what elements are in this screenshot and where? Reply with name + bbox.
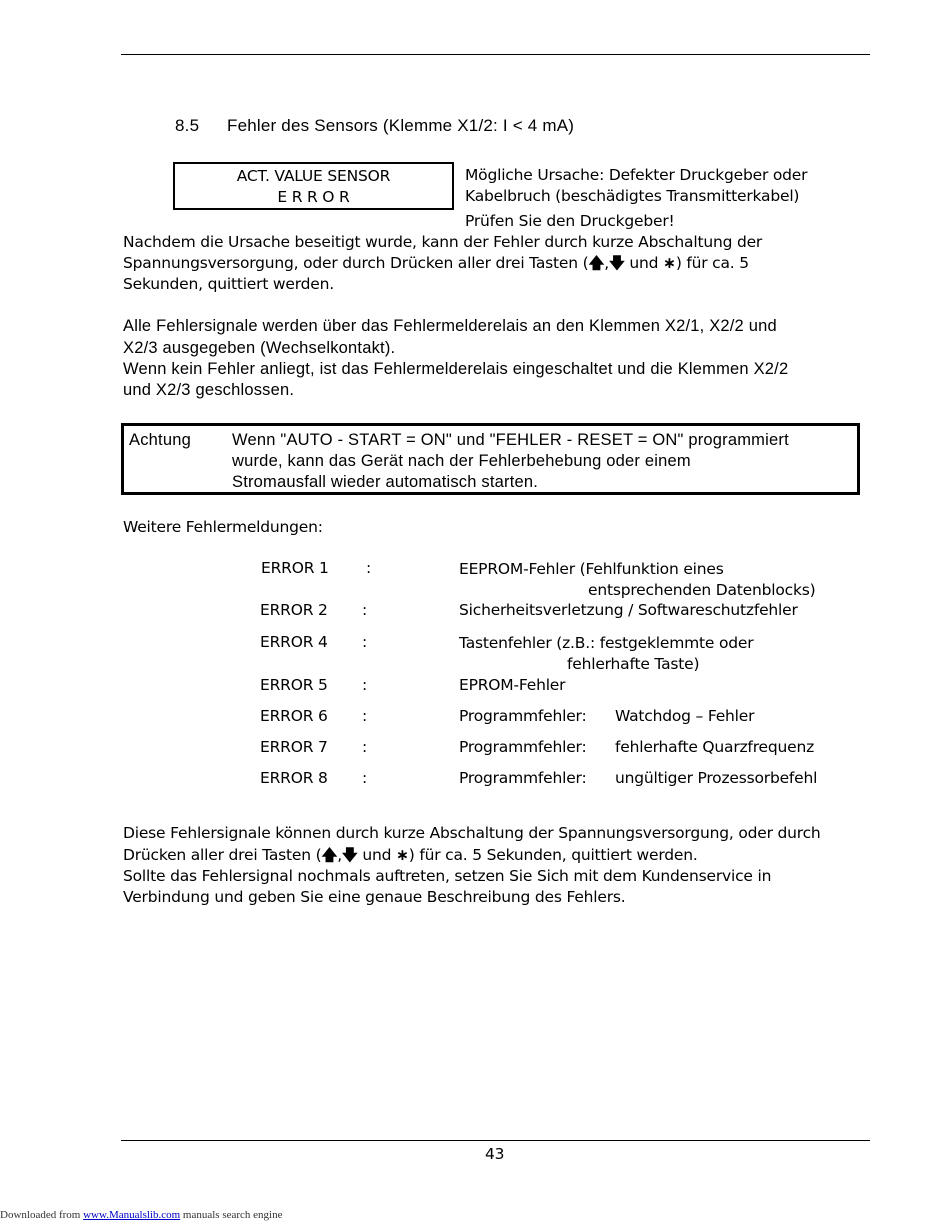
footer-suffix: manuals search engine	[180, 1209, 283, 1221]
error-detail: fehlerhafte Quarzfrequenz	[615, 738, 815, 756]
warning-line-3: Stromausfall wieder automatisch starten.	[232, 473, 539, 491]
manualslib-link[interactable]: www.Manualslib.com	[83, 1209, 181, 1221]
reset-line-3: Sekunden, quittiert werden.	[123, 275, 334, 293]
download-footer	[0, 1209, 282, 1221]
error-desc: Programmfehler:	[459, 769, 587, 787]
relay-line-2: X2/3 ausgegeben (Wechselkontakt).	[123, 339, 396, 357]
more-errors-heading: Weitere Fehlermeldungen:	[123, 518, 323, 536]
bottom-rule	[121, 1140, 870, 1141]
error-sep: :	[362, 707, 368, 725]
relay-line-3: Wenn kein Fehler anliegt, ist das Fehlermelderelais eingeschaltet und die Klemmen X2/2	[123, 360, 789, 378]
final-line-2-pre: Drücken aller drei Tasten (	[123, 846, 322, 864]
reset-line-2	[123, 253, 749, 274]
star-icon: ∗	[396, 846, 409, 864]
error-desc: EEPROM-Fehler (Fehlfunktion eines	[459, 560, 724, 578]
error-detail: ungültiger Prozessorbefehl	[615, 769, 818, 787]
warning-label: Achtung	[129, 431, 191, 449]
error-code: ERROR 4	[260, 633, 328, 651]
warning-box	[121, 423, 860, 495]
arrow-down-icon: 🡇	[608, 254, 625, 272]
relay-line-4: und X2/3 geschlossen.	[123, 381, 295, 399]
display-line-2: E R R O R	[277, 188, 350, 206]
error-desc: Programmfehler:	[459, 738, 587, 756]
error-code: ERROR 5	[260, 676, 328, 694]
error-code: ERROR 7	[260, 738, 328, 756]
error-sep: :	[366, 559, 372, 577]
error-desc-cont: entsprechenden Datenblocks)	[588, 581, 816, 599]
reset-line-2-pre: Spannungsversorgung, oder durch Drücken aller drei Tasten (	[123, 254, 589, 272]
and-word: und	[624, 254, 664, 272]
error-desc: Programmfehler:	[459, 707, 587, 725]
page-number: 43	[485, 1145, 505, 1163]
final-line-3: Sollte das Fehlersignal nochmals auftreten, setzen Sie Sich mit dem Kundenservice in	[123, 867, 772, 885]
display-line-1: ACT. VALUE SENSOR	[236, 167, 391, 185]
error-code: ERROR 1	[261, 559, 329, 577]
cause-line-3: Prüfen Sie den Druckgeber!	[465, 212, 675, 230]
star-icon: ∗	[663, 254, 676, 272]
top-rule	[121, 54, 870, 55]
final-line-2-post: ) für ca. 5 Sekunden, quittiert werden.	[408, 846, 698, 864]
arrow-up-icon: 🡅	[588, 254, 605, 272]
error-sep: :	[362, 633, 368, 651]
reset-line-2-post: ) für ca. 5	[675, 254, 749, 272]
error-code: ERROR 2	[260, 601, 328, 619]
warning-line-2: wurde, kann das Gerät nach der Fehlerbehebung oder einem	[232, 452, 691, 470]
error-code: ERROR 6	[260, 707, 328, 725]
reset-line-1: Nachdem die Ursache beseitigt wurde, kann der Fehler durch kurze Abschaltung der	[123, 233, 763, 251]
footer-prefix: Downloaded from	[0, 1209, 84, 1221]
error-desc: Sicherheitsverletzung / Softwareschutzfehler	[459, 601, 798, 619]
arrow-up-icon: 🡅	[321, 846, 338, 864]
error-sep: :	[362, 738, 368, 756]
comma: ,	[604, 254, 609, 272]
error-code: ERROR 8	[260, 769, 328, 787]
cause-line-1: Mögliche Ursache: Defekter Druckgeber oder	[465, 166, 808, 184]
and-word: und	[357, 846, 396, 864]
error-desc: Tastenfehler (z.B.: festgeklemmte oder	[459, 634, 754, 652]
section-title: Fehler des Sensors (Klemme X1/2: I < 4 mA)	[227, 116, 575, 135]
cause-line-2: Kabelbruch (beschädigtes Transmitterkabel)	[465, 187, 800, 205]
section-number: 8.5	[175, 116, 200, 135]
display-box	[173, 162, 454, 210]
error-sep: :	[362, 676, 368, 694]
error-desc-cont: fehlerhafte Taste)	[567, 655, 700, 673]
error-sep: :	[362, 769, 368, 787]
error-detail: Watchdog – Fehler	[615, 707, 755, 725]
relay-line-1: Alle Fehlersignale werden über das Fehlermelderelais an den Klemmen X2/1, X2/2 und	[123, 317, 777, 335]
arrow-down-icon: 🡇	[341, 846, 358, 864]
comma: ,	[337, 846, 342, 864]
final-line-2	[123, 845, 698, 866]
final-line-4: Verbindung und geben Sie eine genaue Beschreibung des Fehlers.	[123, 888, 626, 906]
warning-line-1: Wenn "AUTO - START = ON" und "FEHLER - RESET = ON" programmiert	[232, 431, 789, 449]
error-sep: :	[362, 601, 368, 619]
error-desc: EPROM-Fehler	[459, 676, 566, 694]
final-line-1: Diese Fehlersignale können durch kurze Abschaltung der Spannungsversorgung, oder durch	[123, 824, 821, 842]
